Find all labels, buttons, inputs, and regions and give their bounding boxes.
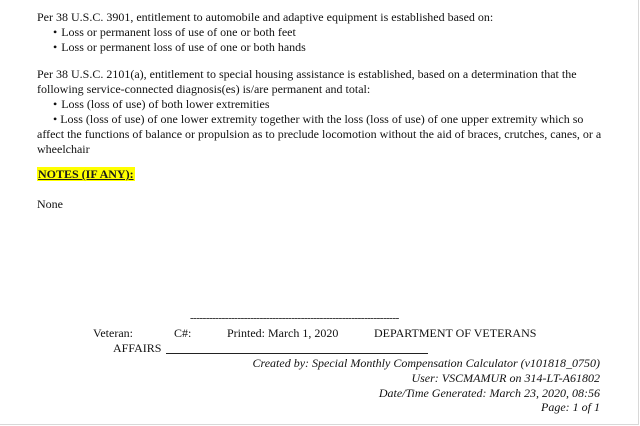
claim-number-label: C#: xyxy=(174,326,192,340)
separator-dashes: ------------------------------------------------------------------ xyxy=(190,312,399,324)
automobile-entitlement-intro: Per 38 U.S.C. 3901, entitlement to automobile and adaptive equipment is established based on: xyxy=(37,10,494,24)
printed-date: Printed: March 1, 2020 xyxy=(227,326,339,340)
notes-heading: NOTES (IF ANY): xyxy=(38,167,134,181)
bullet-item: • Loss or permanent loss of use of one or both hands xyxy=(37,40,612,55)
department-name: DEPARTMENT OF VETERANS xyxy=(374,326,537,340)
housing-entitlement-section xyxy=(37,67,612,157)
page-number: Page: 1 of 1 xyxy=(541,400,600,414)
user-line: User: VSCMAMUR on 314-LT-A61802 xyxy=(411,371,600,385)
bullet-item: • Loss (loss of use) of one lower extremity together with the loss (loss of use) of one upper extremity which so affect the functions of balance or propulsion as to preclude locomotion without the aid of braces, crutches, canes, or a wheelchair xyxy=(37,112,602,156)
created-by-line: Created by: Special Monthly Compensation Calculator (v101818_0750) xyxy=(252,356,600,370)
automobile-entitlement-section xyxy=(37,10,612,55)
bullet-item: • Loss (loss of use) of both lower extremities xyxy=(37,97,612,112)
generated-timestamp: Date/Time Generated: March 23, 2020, 08:56 xyxy=(378,386,600,400)
housing-entitlement-intro: Per 38 U.S.C. 2101(a), entitlement to special housing assistance is established, based on a determination that the following service-connected diagnosis(es) is/are permanent and total: xyxy=(37,67,577,96)
veteran-label: Veteran: xyxy=(93,326,133,340)
department-name-continued: AFFAIRS xyxy=(113,341,162,355)
bullet-icon: • xyxy=(53,112,61,126)
notes-body: None xyxy=(37,197,63,211)
bullet-item: • Loss or permanent loss of use of one or both feet xyxy=(37,25,612,40)
signature-line xyxy=(166,353,428,354)
